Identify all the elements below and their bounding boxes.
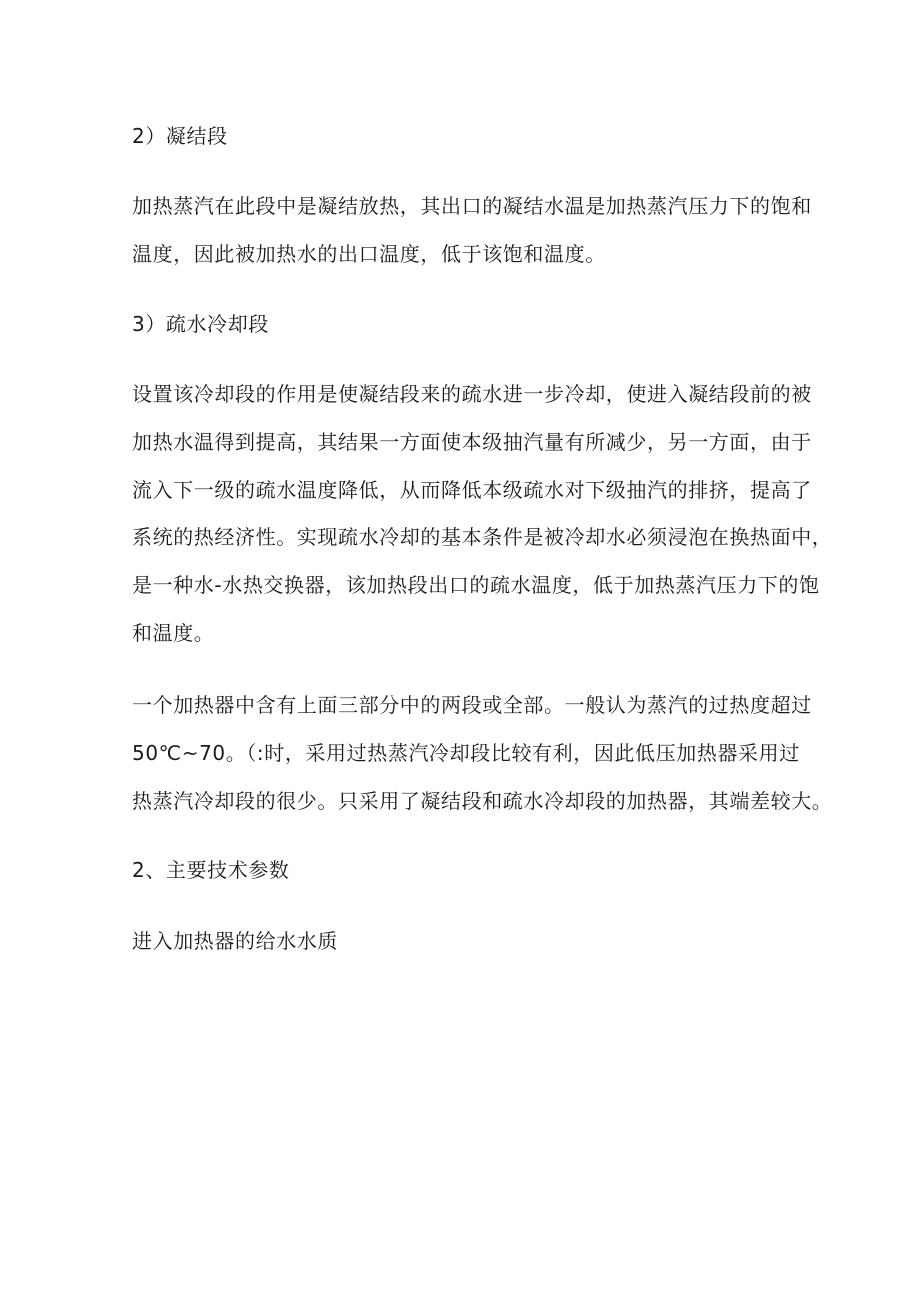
- general-paragraph-line-1: 一个加热器中含有上面三部分中的两段或全部。一般认为蒸汽的过热度超过: [132, 693, 812, 717]
- drain-cooling-paragraph-line-1: 设置该冷却段的作用是使凝结段来的疏水进一步冷却，使进入凝结段前的被: [132, 382, 812, 406]
- drain-cooling-paragraph-line-2: 加热水温得到提高，其结果一方面使本级抽汽量有所减少，另一方面，由于: [132, 430, 812, 454]
- condensing-section-heading: 2）凝结段: [132, 124, 228, 148]
- parameters-section-heading: 2、主要技术参数: [132, 858, 290, 882]
- drain-cooling-paragraph-line-6: 和温度。: [132, 621, 215, 645]
- general-paragraph-line-3: 热蒸汽冷却段的很少。只采用了凝结段和疏水冷却段的加热器，其端差较大。: [132, 789, 833, 813]
- drain-cooling-paragraph-line-3: 流入下一级的疏水温度降低，从而降低本级疏水对下级抽汽的排挤，提高了: [132, 478, 812, 502]
- drain-cooling-paragraph-line-5: 是一种水-水热交换器，该加热段出口的疏水温度，低于加热蒸汽压力下的饱: [132, 573, 820, 597]
- drain-cooling-section-heading: 3）疏水冷却段: [132, 312, 269, 336]
- condensing-paragraph-line-1: 加热蒸汽在此段中是凝结放热，其出口的凝结水温是加热蒸汽压力下的饱和: [132, 194, 812, 218]
- drain-cooling-paragraph-line-4: 系统的热经济性。实现疏水冷却的基本条件是被冷却水必须浸泡在换热面中，: [132, 525, 833, 549]
- general-paragraph-line-2: 50℃~70。（:时，采用过热蒸汽冷却段比较有利，因此低压加热器采用过: [132, 741, 800, 765]
- parameters-paragraph-line: 进入加热器的给水水质: [132, 929, 338, 953]
- condensing-paragraph-line-2: 温度，因此被加热水的出口温度，低于该饱和温度。: [132, 242, 606, 266]
